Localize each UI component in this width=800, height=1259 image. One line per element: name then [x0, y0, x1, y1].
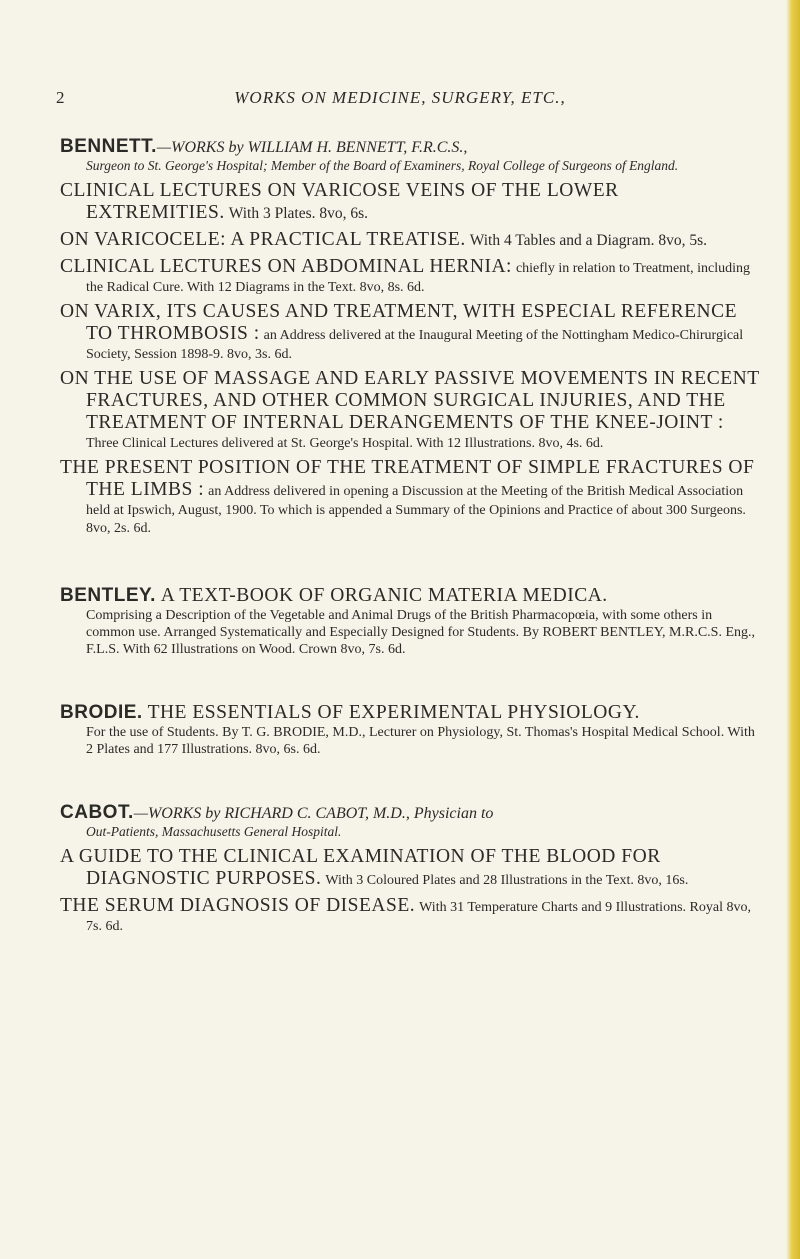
catalogue-content: [60, 136, 760, 973]
book-item: [60, 846, 760, 890]
page-header: [0, 88, 800, 112]
book-title: ON VARIX, ITS CAUSES AND TREATMENT, WITH ESPECIAL REFERENCE TO THROMBOSIS :: [60, 301, 738, 344]
book-item: [60, 895, 760, 935]
author-name: CABOT.: [60, 802, 134, 823]
author-affiliation: Surgeon to St. George's Hospital; Member of the Board of Examiners, Royal College of Surgeons of England.: [86, 158, 679, 173]
book-title: THE SERUM DIAGNOSIS OF DISEASE.: [60, 895, 416, 916]
entry-brodie: [60, 702, 760, 758]
book-description: an Address delivered in opening a Discussion at the Meeting of the British Medical Association held at Ipswich, August, 1900. To which is appended a Summary of the Opinions and Practice of about 300 Surgeons. 8vo, 2s. 6d.: [86, 484, 746, 536]
author-name: BENTLEY.: [60, 585, 156, 606]
book-item: [60, 256, 760, 296]
entry-heading: [60, 702, 760, 724]
book-description: With 31 Temperature Charts and 9 Illustrations. Royal 8vo, 7s. 6d.: [86, 900, 751, 934]
book-item: [60, 368, 760, 452]
book-description: With 3 Coloured Plates and 28 Illustrations in the Text. 8vo, 16s.: [325, 873, 689, 888]
book-title: A GUIDE TO THE CLINICAL EXAMINATION OF THE BLOOD FOR DIAGNOSTIC PURPOSES.: [60, 846, 661, 889]
book-title: A TEXT-BOOK OF ORGANIC MATERIA MEDICA.: [160, 585, 608, 606]
book-description: an Address delivered at the Inaugural Meeting of the Nottingham Medico-Chirurgical Society, Session 1898-9. 8vo, 3s. 6d.: [86, 328, 744, 362]
works-by: —WORKS by WILLIAM H. BENNETT, F.R.C.S.,: [156, 139, 468, 156]
book-description: For the use of Students. By T. G. BRODIE, M.D., Lecturer on Physiology, St. Thomas's Hospital Medical School. With 2 Plates and 177 Illustrations. 8vo, 6s. 6d.: [86, 725, 755, 757]
entry-cabot: [60, 802, 760, 935]
page-edge: [786, 0, 800, 1259]
author-line: [60, 802, 760, 824]
book-item: [60, 301, 760, 363]
book-item: [60, 457, 760, 537]
author-name: BRODIE.: [60, 702, 143, 723]
book-description: Comprising a Description of the Vegetable and Animal Drugs of the British Pharmacopœia, with some others in common use. Arranged Systematically and Especially Designed for Students. By ROBERT BENTLEY, M.R.C.S. Eng., F.L.S. With 62 Illustrations on Wood. Crown 8vo, 7s. 6d.: [86, 608, 756, 657]
book-title: THE PRESENT POSITION OF THE TREATMENT OF SIMPLE FRACTURES OF THE LIMBS :: [60, 457, 755, 500]
running-title: WORKS ON MEDICINE, SURGERY, ETC.,: [234, 88, 566, 107]
book-title: CLINICAL LECTURES ON ABDOMINAL HERNIA:: [60, 256, 512, 277]
author-line: [60, 136, 760, 158]
page-number: 2: [56, 88, 65, 107]
entry-bentley: [60, 585, 760, 658]
book-title: THE ESSENTIALS OF EXPERIMENTAL PHYSIOLOGY.: [147, 702, 640, 723]
book-title: CLINICAL LECTURES ON VARICOSE VEINS OF THE LOWER EXTREMITIES.: [60, 180, 619, 223]
author-name: BENNETT.: [60, 136, 157, 157]
book-description: With 4 Tables and a Diagram. 8vo, 5s.: [469, 232, 708, 249]
book-item: [60, 229, 760, 251]
works-by: —WORKS by RICHARD C. CABOT, M.D., Physician to: [133, 805, 494, 822]
book-description: Three Clinical Lectures delivered at St. George's Hospital. With 12 Illustrations. 8vo, 4s. 6d.: [86, 436, 604, 451]
book-title: ON THE USE OF MASSAGE AND EARLY PASSIVE MOVEMENTS IN RECENT FRACTURES, AND OTHER COMMON SURGICAL INJURIES, AND THE TREATMENT OF INTERNAL DERANGEMENTS OF THE KNEE-JOINT :: [60, 368, 760, 433]
book-item: [60, 180, 760, 224]
entry-heading: [60, 585, 760, 607]
entry-bennett: [60, 136, 760, 537]
book-description: With 3 Plates. 8vo, 6s.: [228, 205, 369, 222]
book-description: chiefly in relation to Treatment, including the Radical Cure. With 12 Diagrams in the Text. 8vo, 8s. 6d.: [86, 261, 751, 295]
book-title: ON VARICOCELE: A PRACTICAL TREATISE.: [60, 229, 466, 250]
author-affiliation: Out-Patients, Massachusetts General Hospital.: [86, 824, 342, 839]
